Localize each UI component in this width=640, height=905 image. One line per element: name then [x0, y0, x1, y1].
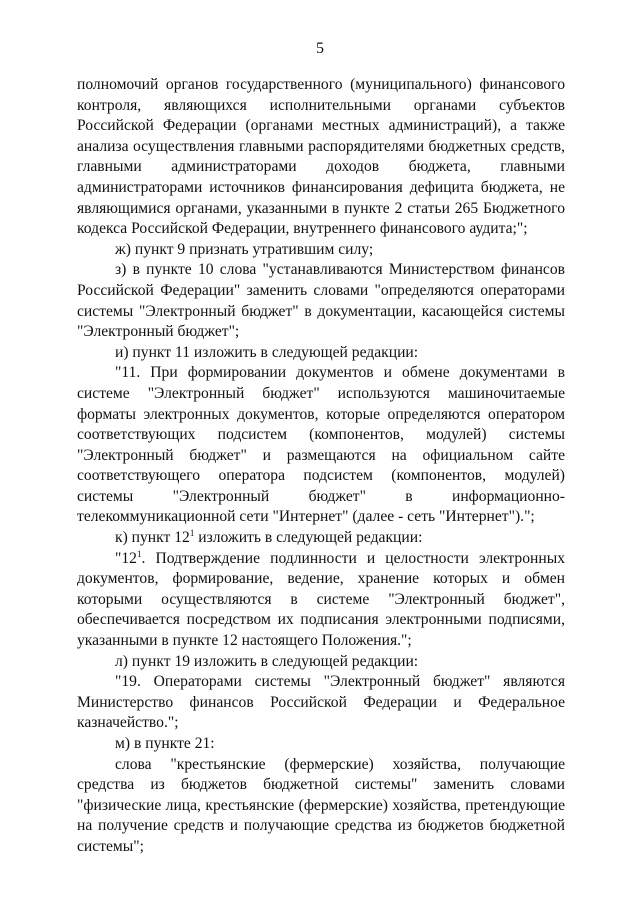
paragraph-5-post: изложить в следующей редакции: [194, 529, 423, 547]
superscript: 1 [136, 548, 142, 559]
paragraph-0: полномочий органов государственного (муниципального) финансового контроля, являющихся исполнительными органами субъектов Российской Федерации (органами местных администраций), а также анализа осуществления главными распорядителями бюджетных средств, главными администраторами доходов бюджета, главными администраторами источников финансирования дефицита бюджета, не являющимися органами, указанными в пункте 2 статьи 265 Бюджетного кодекса Российской Федерации, внутреннего финансового аудита;"; [77, 76, 565, 238]
paragraph-5-pre: к) пункт 12 [115, 529, 190, 547]
paragraph-6 [77, 549, 565, 652]
paragraph-10: слова "крестьянские (фермерские) хозяйства, получающие средства из бюджетов бюджетной системы" заменить словами "физические лица, крестьянские (фермерские) хозяйства, претендующие на получение средств и получающие средства из бюджетов бюджетной системы"; [77, 755, 565, 855]
paragraph-5 [77, 528, 565, 549]
page-number: 5 [316, 40, 324, 57]
paragraph-2: з) в пункте 10 слова "устанавливаются Министерством финансов Российской Федерации" заменить словами "определяются операторами системы "Электронный бюджет" в документации, касающейся системы "Электронный бюджет"; [77, 261, 565, 341]
paragraph-6-pre: "12 [115, 549, 137, 567]
superscript: 1 [189, 528, 195, 539]
paragraph-8: "19. Операторами системы "Электронный бюджет" являются Министерство финансов Российской Федерации и Федеральное казначейство."; [77, 673, 565, 732]
paragraph-3: и) пункт 11 изложить в следующей редакции: [115, 343, 419, 361]
document-body [77, 75, 565, 858]
paragraph-6-post: . Подтверждение подлинности и целостности электронных документов, формирование, ведение, хранение которых и обмен которыми осуществляются в системе "Электронный бюджет", обеспечивается посредством их подписания электронными подписями, указанными в пункте 12 настоящего Положения."; [77, 549, 565, 650]
paragraph-7: л) пункт 19 изложить в следующей редакции: [115, 652, 419, 670]
paragraph-4: "11. При формировании документов и обмене документами в системе "Электронный бюджет" используются машиночитаемые форматы электронных документов, которые определяются оператором соответствующих подсистем (компонентов, модулей) системы "Электронный бюджет" и размещаются на официальном сайте соответствующего оператора подсистем (компонентов, модулей) системы "Электронный бюджет" в информационно-телекоммуникационной сети "Интернет" (далее - сеть "Интернет")."; [77, 364, 565, 526]
paragraph-9: м) в пункте 21: [115, 735, 215, 752]
paragraph-1: ж) пункт 9 признать утратившим силу; [115, 240, 374, 258]
